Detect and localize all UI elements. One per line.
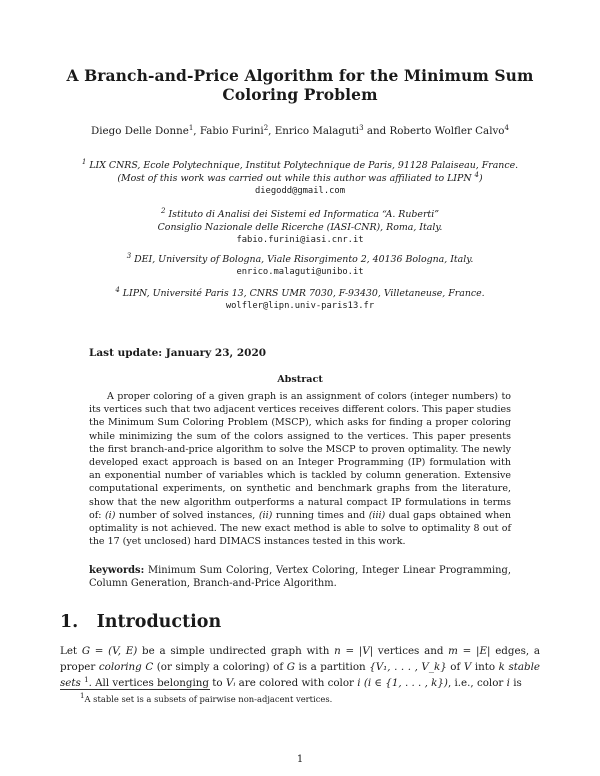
affiliation-1-mark: 1 <box>81 158 87 166</box>
math: k <box>498 661 505 674</box>
footnote-ref: 1 <box>84 676 89 685</box>
affiliation-2-line-1: Istituto di Analisi dei Sistemi ed Informatica “A. Ruberti” <box>168 209 439 220</box>
abstract-enum-i: (i) <box>104 509 116 521</box>
math: n = |V| <box>334 645 374 657</box>
affiliation-2-mark: 2 <box>161 207 166 215</box>
footnote-mark: 1 <box>80 692 85 700</box>
paper-title <box>60 66 540 104</box>
affiliation-4-line-1: LIPN, Université Paris 13, CNRS UMR 7030, F-93430, Villetaneuse, France. <box>122 288 485 299</box>
math: G <box>286 661 295 674</box>
last-update: Last update: January 23, 2020 <box>89 347 267 359</box>
abstract-enum-iii: (iii) <box>368 509 386 521</box>
affiliation-1-line-1: LIX CNRS, Ecole Polytechnique, Institut Polytechnique de Paris, 91128 Palaiseau, France. <box>89 160 519 171</box>
author-list <box>40 125 560 138</box>
math: i (i ∈ {1, . . . , k}) <box>357 677 448 690</box>
intro-text: of <box>446 661 464 674</box>
intro-paragraph <box>60 643 540 692</box>
affiliation-4-mark: 4 <box>115 286 120 294</box>
intro-text: are colored with color <box>235 677 358 690</box>
author-2-mark: 2 <box>263 124 269 132</box>
affiliation-1 <box>60 159 540 198</box>
intro-text: . All vertices belonging to <box>88 677 226 690</box>
affiliation-1-line-2-end: ) <box>478 173 483 184</box>
author-1: Diego Delle Donne <box>91 125 189 137</box>
keywords-label: keywords: <box>89 565 145 576</box>
affiliation-3 <box>60 253 540 279</box>
title-line-1: A Branch-and-Price Algorithm for the Minimum Sum <box>66 66 534 85</box>
math: G = (V, E) <box>81 645 138 657</box>
footnote <box>80 694 332 704</box>
emph-term: stable sets <box>60 661 541 690</box>
intro-text: edges, a proper <box>60 645 541 674</box>
author-4-mark: 4 <box>504 124 509 132</box>
intro-text: into <box>471 661 499 674</box>
abstract-text-3: running times and <box>272 509 369 521</box>
math: m = |E| <box>448 645 491 657</box>
abstract-text-1: A proper coloring of a given graph is an assignment of colors (integer numbers) to its vertices such that two adjacent vertices receives different colors. This paper studies the Minimum Sum Coloring Problem (MSCP), which asks for finding a proper coloring while minimizing the sum of the colors assigned to the vertices. This paper presents the first branch-and-price algorithm to solve the MSCP to proven optimality. The newly developed exact approach is based on an Integer Programming (IP) formulation with an exponential number of variables which is tackled by column generation. Extensive computational experiments, on synthetic and benchmark graphs from the literature, show that the new algorithm outperforms a natural compact IP formulations in terms of: <box>89 391 511 521</box>
abstract-enum-ii: (ii) <box>258 509 273 521</box>
author-3: , Enrico Malaguti <box>268 125 360 137</box>
intro-text: be a simple undirected graph with <box>137 645 335 657</box>
affiliation-2 <box>60 208 540 247</box>
affiliation-4 <box>60 287 540 313</box>
author-1-mark: 1 <box>188 124 194 132</box>
email-1: diegodd@gmail.com <box>254 186 346 196</box>
affiliation-2-line-2: Consiglio Nazionale delle Ricerche (IASI-CNR), Roma, Italy. <box>157 222 443 233</box>
email-2: fabio.furini@iasi.cnr.it <box>236 235 364 245</box>
abstract-text-4: dual gaps obtained when optimality is not achieved. The new exact method is able to solve to optimality 8 out of the 17 (yet unclosed) hard DIMACS instances tested in this work. <box>89 509 511 548</box>
author-3-mark: 3 <box>359 124 364 132</box>
intro-text: Let <box>60 645 82 657</box>
math: i <box>506 677 510 690</box>
math: {V₁, . . . , V_k} <box>369 661 447 674</box>
author-4: and Roberto Wolfler Calvo <box>363 125 505 137</box>
affiliation-1-line-2-mark: 4 <box>474 171 479 179</box>
section-number: 1. <box>60 612 79 632</box>
abstract-body <box>89 390 511 548</box>
keywords <box>89 564 511 591</box>
affiliation-3-line-1: DEI, University of Bologna, Viale Risorgimento 2, 40136 Bologna, Italy. <box>134 254 474 265</box>
footnote-text: A stable set is a subsets of pairwise non-adjacent vertices. <box>84 694 333 704</box>
emph-term: coloring C <box>98 661 154 674</box>
email-3: enrico.malaguti@unibo.it <box>236 267 364 277</box>
page-number: 1 <box>296 754 304 765</box>
section-title: Introduction <box>96 612 222 632</box>
footnote-rule <box>60 689 210 690</box>
author-2: , Fabio Furini <box>193 125 264 137</box>
intro-text: , i.e., color <box>447 677 507 690</box>
intro-text: vertices and <box>373 645 449 657</box>
affiliation-3-mark: 3 <box>126 252 132 260</box>
intro-text: is a partition <box>294 661 370 674</box>
email-4: wolfler@lipn.univ-paris13.fr <box>225 301 375 311</box>
section-heading <box>60 612 221 632</box>
abstract-text-2: number of solved instances, <box>115 509 259 521</box>
affiliation-1-line-2: (Most of this work was carried out while this author was affiliated to LIPN <box>117 173 472 184</box>
title-line-2: Coloring Problem <box>222 85 378 104</box>
intro-text: is <box>509 677 522 690</box>
math: Vᵢ <box>225 677 236 690</box>
keywords-list: Minimum Sum Coloring, Vertex Coloring, Integer Linear Programming, Column Generation, Branch-and-Price Algorithm. <box>89 565 511 590</box>
math: V <box>463 661 472 674</box>
intro-text: (or simply a coloring) of <box>153 661 287 674</box>
abstract-heading: Abstract <box>277 374 323 385</box>
